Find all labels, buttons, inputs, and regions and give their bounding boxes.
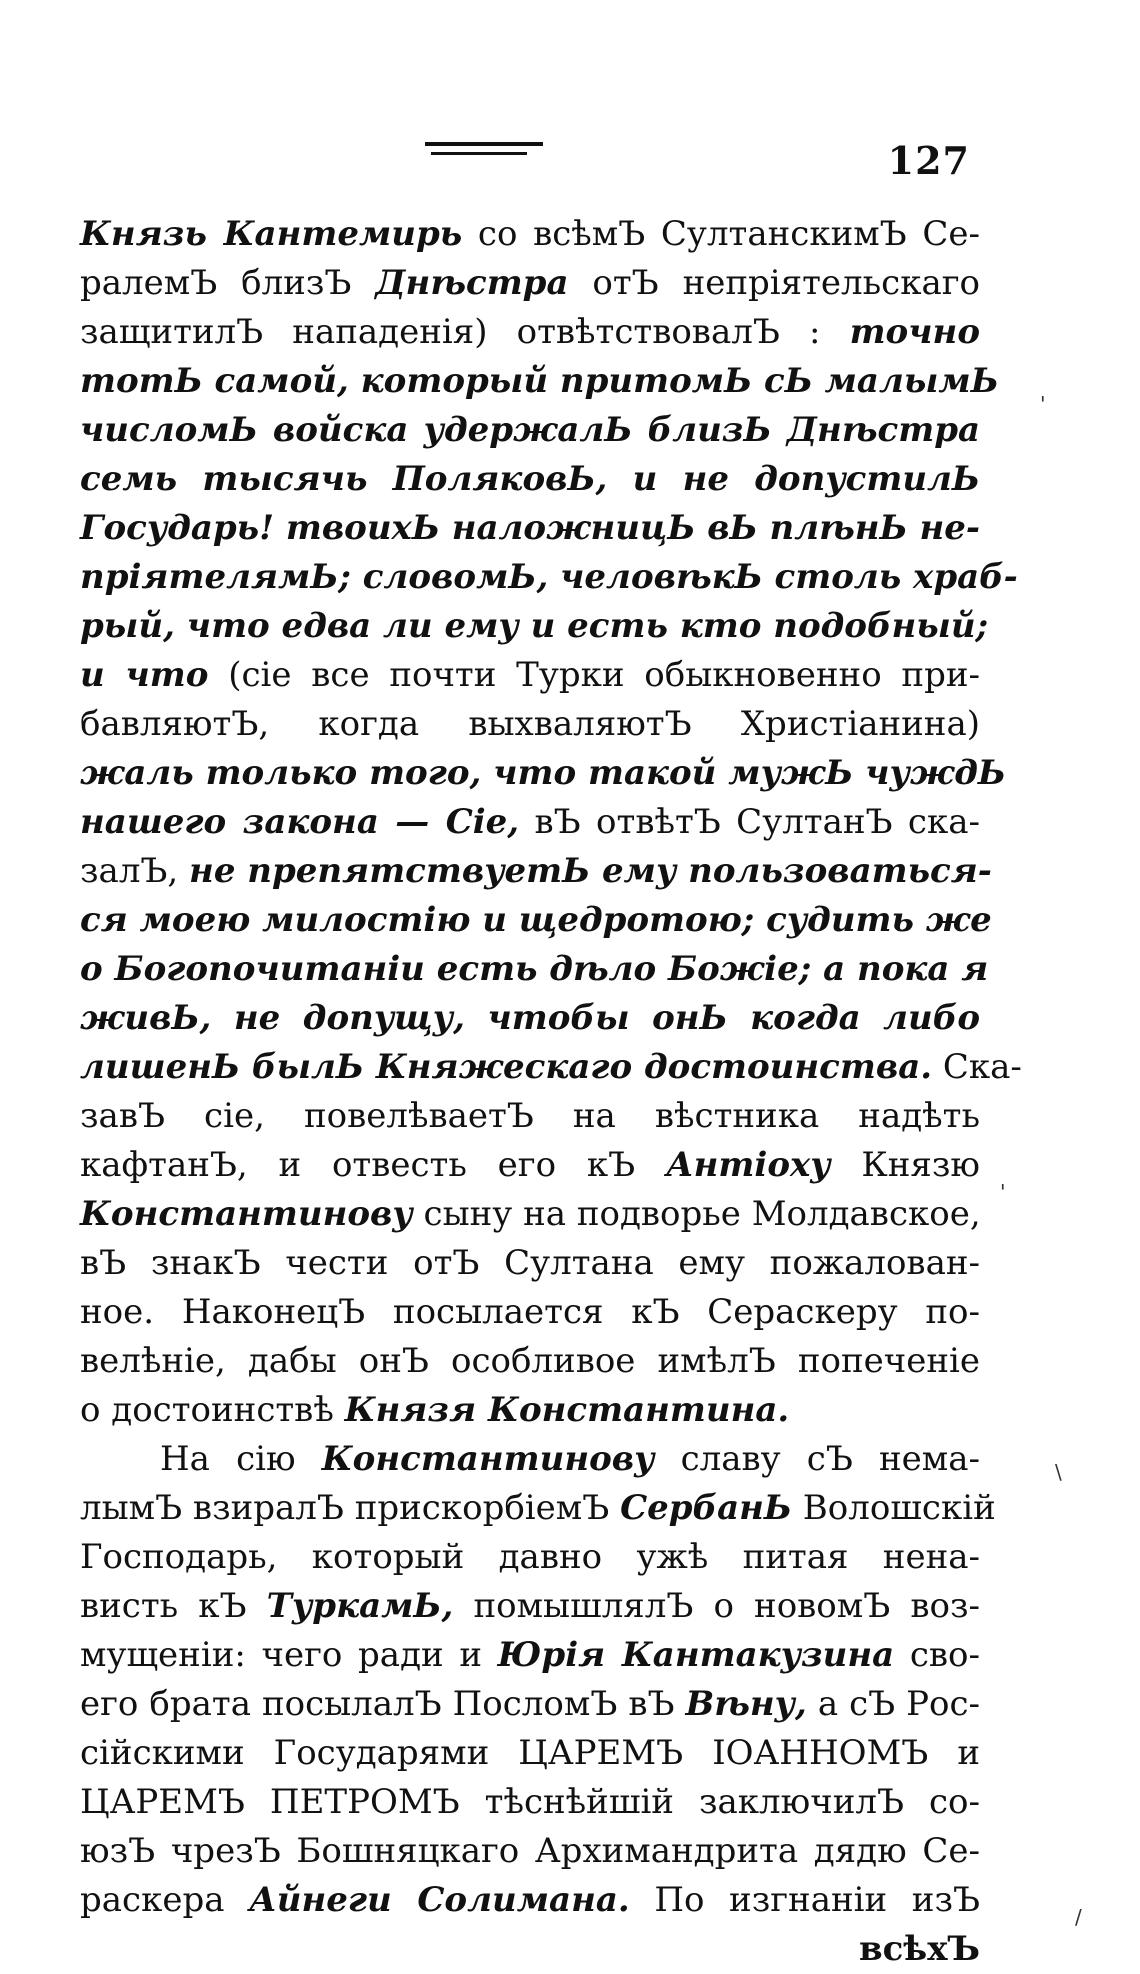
- margin-speck: /: [1075, 1905, 1082, 1929]
- text-line: [80, 455, 980, 504]
- header-rule-thick: [425, 142, 543, 146]
- text-line: [80, 1876, 980, 1925]
- text-run: а сЪ Рос-: [806, 1684, 980, 1724]
- text-line: [80, 1680, 980, 1729]
- italic-run: СербанЬ: [620, 1488, 792, 1528]
- text-run: По изгнаніи изЪ: [629, 1880, 980, 1920]
- text-line: [80, 1582, 980, 1631]
- text-run: Волошскій: [791, 1488, 996, 1528]
- text-line: [80, 259, 980, 308]
- text-run: вЪ знакЪ чести отЪ Султана ему пожалован-: [80, 1243, 980, 1283]
- text-line: [80, 1288, 980, 1337]
- text-run: На сію: [160, 1439, 322, 1479]
- italic-run: Юрія Кантакузина: [497, 1635, 895, 1675]
- text-line: [80, 1239, 980, 1288]
- text-run: велѣніе, дабы онЪ особливое имѣлЪ попеченіе: [80, 1341, 980, 1381]
- italic-run: Князя Константина.: [344, 1390, 790, 1430]
- text-line: [80, 1484, 996, 1533]
- page-number: 127: [887, 138, 970, 183]
- text-line: [80, 1729, 980, 1778]
- text-line: [80, 210, 980, 259]
- italic-run: семь тысячь ПоляковЬ, и не допустилЬ: [80, 459, 980, 499]
- header-rule-thin: [431, 152, 527, 155]
- body-text: [80, 210, 1022, 1974]
- text-line: [80, 700, 980, 749]
- italic-run: Государь! твоихЬ наложницЬ вЬ плѣнЬ не-: [80, 508, 980, 548]
- text-run: Ска-: [932, 1047, 1022, 1087]
- text-line: [80, 1533, 980, 1582]
- text-line: [80, 847, 992, 896]
- text-run: юзЪ чрезЪ Бошняцкаго Архимандрита дядю Се-: [80, 1831, 980, 1871]
- italic-run: жаль только того, что такой мужЬ чуждЬ: [80, 753, 1006, 793]
- text-line: [80, 896, 992, 945]
- text-run: помышлялЪ о новомЪ воз-: [453, 1586, 980, 1626]
- text-line: [80, 1141, 980, 1190]
- text-line: [80, 1190, 980, 1239]
- text-run: раскера: [80, 1880, 250, 1920]
- text-line: [80, 308, 980, 357]
- text-line: [80, 504, 980, 553]
- italic-run: точно: [849, 312, 980, 352]
- text-run: ралемЪ близЪ: [80, 263, 376, 303]
- text-line: [80, 1778, 980, 1827]
- italic-run: о Богопочитаніи есть дѣло Божіе; а пока я: [80, 949, 989, 989]
- italic-run: ся моею милостію и щедротою; судить же: [80, 900, 992, 940]
- text-run: ЦАРЕМЪ ПЕТРОМЪ тѣснѣйшій заключилЪ со-: [80, 1782, 980, 1822]
- italic-run: Днѣстра: [375, 263, 569, 303]
- text-run: его брата посылалЪ ПосломЪ вЪ: [80, 1684, 686, 1724]
- text-line: [80, 1435, 980, 1484]
- text-line: [80, 798, 980, 847]
- text-run: сійскими Государями ЦАРЕМЪ ІОАННОМЪ и: [80, 1733, 980, 1773]
- text-line: [80, 1631, 980, 1680]
- text-line: [80, 1386, 980, 1435]
- text-run: мущеніи: чего ради и: [80, 1635, 498, 1675]
- text-run: завЪ сіе, повелѣваетЪ на вѣстника надѣть: [80, 1096, 980, 1136]
- text-run: защитилЪ нападенія) отвѣтствовалЪ :: [80, 312, 850, 352]
- text-run: сво-: [894, 1635, 981, 1675]
- text-run: кафтанЪ, и отвесть его кЪ: [80, 1145, 666, 1185]
- text-line: [80, 1827, 980, 1876]
- text-line: [80, 602, 989, 651]
- italic-run: числомЬ войска удержалЬ близЬ Днѣстра: [80, 410, 980, 450]
- text-run: со всѣмЪ СултанскимЪ Се-: [462, 214, 980, 254]
- italic-run: ТуркамЬ,: [266, 1586, 454, 1626]
- text-run: Князю: [830, 1145, 980, 1185]
- text-run: залЪ,: [80, 851, 190, 891]
- text-run: висть кЪ: [80, 1586, 267, 1626]
- text-line: [80, 749, 1006, 798]
- italic-run: живЬ, не допущу, чтобы онЬ когда либо: [80, 998, 980, 1038]
- italic-run: лишенЬ былЬ Княжескаго достоинства.: [80, 1047, 933, 1087]
- text-line: [80, 406, 980, 455]
- text-line: [80, 945, 989, 994]
- italic-run: Антіоху: [665, 1145, 831, 1185]
- italic-run: Константинову: [80, 1194, 413, 1234]
- text-line: [80, 994, 980, 1043]
- text-run: вЪ отвѣтЪ СултанЪ ска-: [519, 802, 980, 842]
- text-line: [80, 553, 1018, 602]
- text-run: славу сЪ нема-: [654, 1439, 980, 1479]
- text-run: о достоинствѣ: [80, 1390, 345, 1430]
- text-line: [80, 357, 999, 406]
- text-run: ное. НаконецЪ посылается кЪ Сераскеру по-: [80, 1292, 980, 1332]
- text-run: лымЪ взиралЪ прискорбіемЪ: [80, 1488, 621, 1528]
- text-run: (сіе все почти Турки обыкновенно при-: [208, 655, 981, 695]
- italic-run: нашего закона — Сіе,: [80, 802, 520, 842]
- italic-run: Айнеги Солимана.: [249, 1880, 630, 1920]
- margin-speck: ': [1040, 392, 1046, 416]
- italic-run: рый, что едва ли ему и есть кто подобный;: [80, 606, 989, 646]
- margin-speck: \: [1055, 1460, 1062, 1484]
- text-run: Господарь, который давно ужѣ питая нена-: [80, 1537, 980, 1577]
- header-rule: [425, 142, 543, 155]
- text-line: [80, 1043, 1022, 1092]
- italic-run: и что: [80, 655, 209, 695]
- italic-run: тотЬ самой, который притомЬ сЬ малымЬ: [80, 361, 999, 401]
- text-run: отЪ непріятельскаго: [568, 263, 980, 303]
- italic-run: Вѣну,: [685, 1684, 807, 1724]
- text-line: [80, 1092, 980, 1141]
- catchword: всѣхЪ: [858, 1929, 980, 1969]
- text-run: сыну на подворье Молдавское,: [412, 1194, 981, 1234]
- text-line: [80, 651, 980, 700]
- text-line: [80, 1337, 980, 1386]
- italic-run: Константинову: [321, 1439, 655, 1479]
- margin-speck: ': [1000, 1180, 1006, 1204]
- italic-run: пріятелямЬ; словомЬ, человѣкЬ столь храб-: [80, 557, 1018, 597]
- italic-run: Князь Кантемирь: [80, 214, 463, 254]
- text-run: бавляютЪ, когда выхваляютЪ Христіанина): [80, 704, 980, 744]
- italic-run: не препятствуетЬ ему пользоваться-: [189, 851, 992, 891]
